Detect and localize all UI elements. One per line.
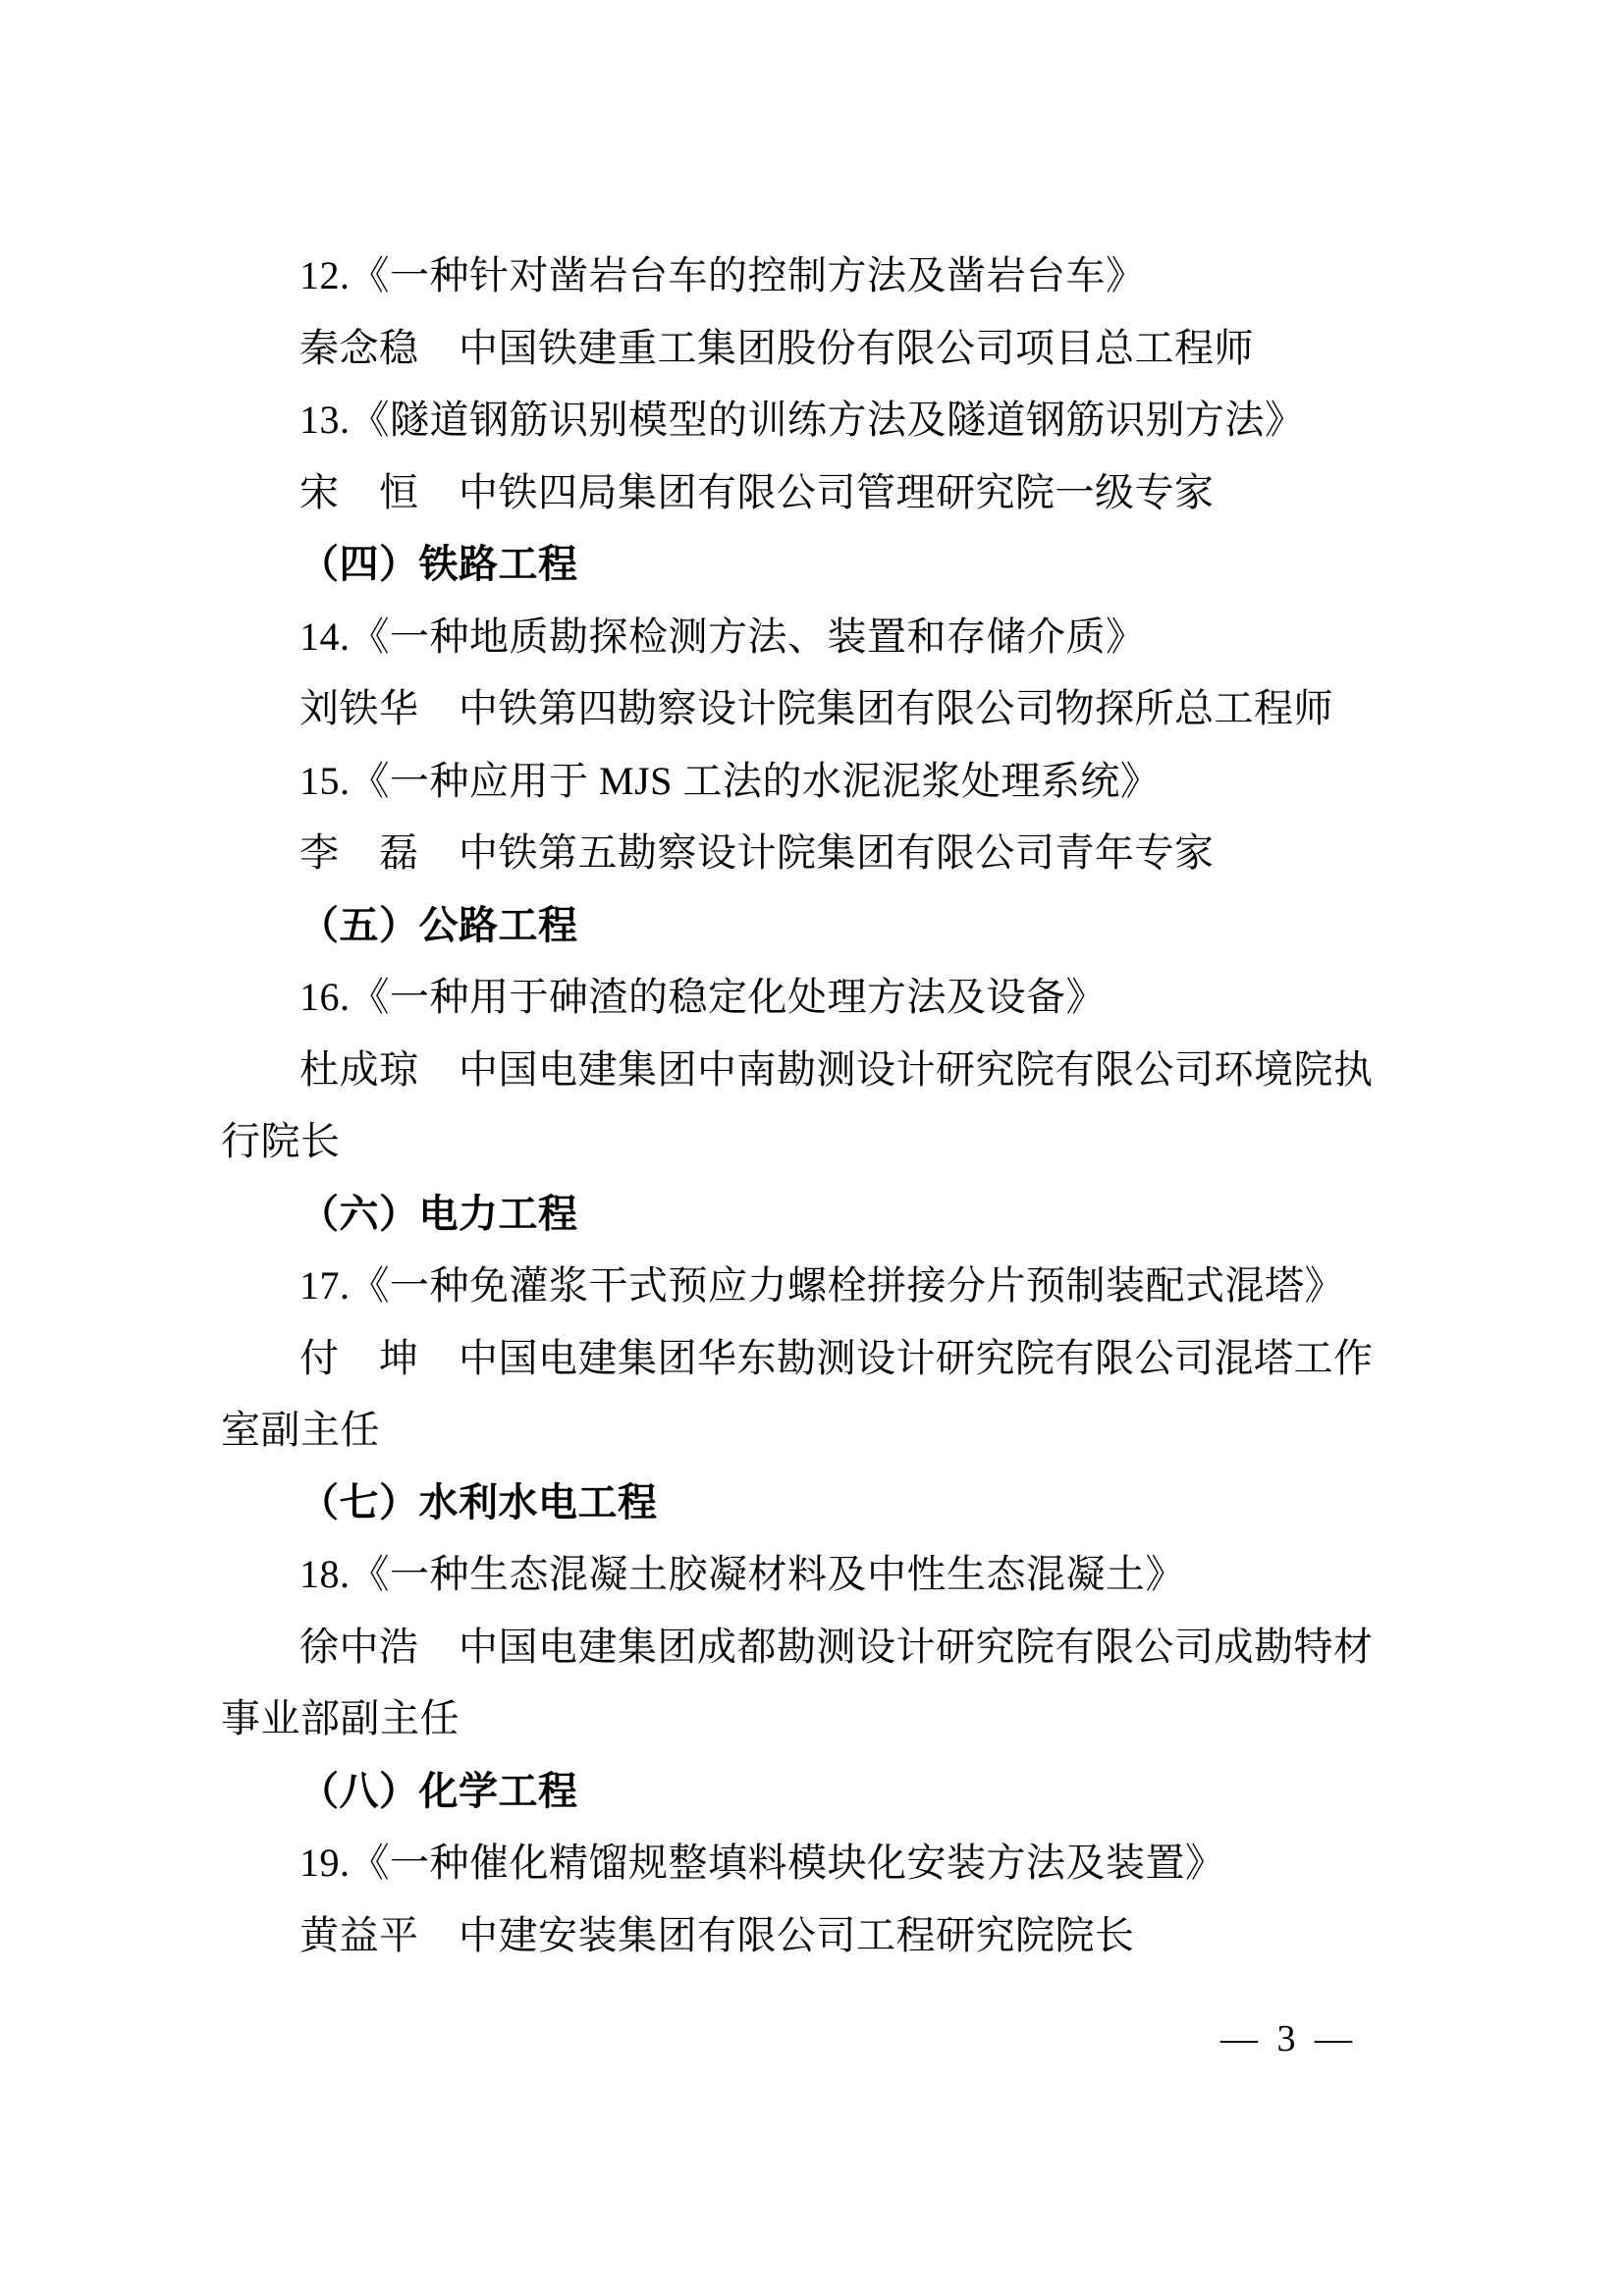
patent-item-title: 13.《隧道钢筋识别模型的训练方法及隧道钢筋识别方法》 [299, 398, 1305, 442]
document-body [221, 240, 1458, 1971]
section-heading: （八）化学工程 [299, 1768, 578, 1813]
patent-item-title: 17.《一种免灌浆干式预应力螺栓拼接分片预制装配式混塔》 [299, 1263, 1344, 1308]
patent-item-author: 黄益平 中建安装集团有限公司工程研究院院长 [299, 1912, 1135, 1957]
patent-item-title: 14.《一种地质勘探检测方法、装置和存储介质》 [299, 614, 1146, 659]
patent-item-author: 李 磊 中铁第五勘察设计院集团有限公司青年专家 [299, 830, 1215, 875]
page-number: — 3 — [1220, 2018, 1352, 2059]
patent-item-author: 秦念稳 中国铁建重工集团股份有限公司项目总工程师 [299, 325, 1254, 370]
section-heading: （四）铁路工程 [299, 542, 578, 586]
patent-item-author: 杜成琼 中国电建集团中南勘测设计研究院有限公司环境院执 [299, 1046, 1374, 1092]
section-heading: （七）水利水电工程 [299, 1479, 658, 1524]
patent-item-author: 宋 恒 中铁四局集团有限公司管理研究院一级专家 [299, 469, 1215, 514]
section-heading: （六）电力工程 [299, 1191, 578, 1236]
author-line-continuation: 事业部副主任 [221, 1696, 460, 1740]
patent-item-author: 付 坤 中国电建集团华东勘测设计研究院有限公司混塔工作 [299, 1335, 1374, 1380]
patent-item-title: 16.《一种用于砷渣的稳定化处理方法及设备》 [299, 975, 1106, 1019]
patent-item-title: 12.《一种针对凿岩台车的控制方法及凿岩台车》 [299, 253, 1146, 297]
author-line-continuation: 室副主任 [221, 1408, 380, 1452]
section-heading: （五）公路工程 [299, 902, 578, 947]
patent-item-title: 15.《一种应用于 MJS 工法的水泥泥浆处理系统》 [299, 758, 1161, 803]
patent-item-title: 19.《一种催化精馏规整填料模块化安装方法及装置》 [299, 1841, 1225, 1885]
patent-item-author: 刘铁华 中铁第四勘察设计院集团有限公司物探所总工程师 [299, 686, 1333, 730]
patent-item-title: 18.《一种生态混凝土胶凝材料及中性生态混凝土》 [299, 1552, 1185, 1596]
author-line-continuation: 行院长 [221, 1119, 341, 1163]
patent-item-author: 徐中浩 中国电建集团成都勘测设计研究院有限公司成勘特材 [299, 1624, 1374, 1669]
